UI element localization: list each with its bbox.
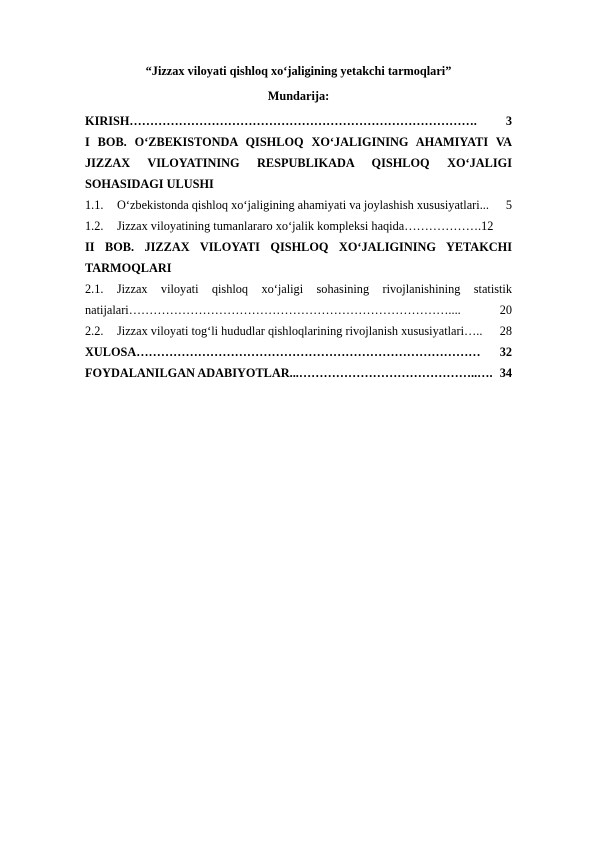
toc-chapter-1-line-2[interactable]: JIZZAX VILOYATINING RESPUBLIKADA QISHLOQ XO‘JALIGI	[85, 156, 512, 170]
toc-chapter-1-line-1[interactable]: I BOB. O‘ZBEKISTONDA QISHLOQ XO‘JALIGINING AHAMIYATI VA	[85, 135, 512, 149]
toc-entry-label: natijalari	[85, 303, 129, 317]
toc-page-number: 34	[499, 366, 512, 380]
toc-entry-adabiyotlar[interactable]	[85, 363, 512, 384]
toc-entry-label: FOYDALANILGAN ADABIYOTLAR...	[85, 366, 299, 380]
toc-page-number: 3	[505, 114, 512, 128]
toc-leader-dots: ………………………………………………………………………….	[129, 114, 477, 128]
toc-leader-dots: ……………………………………………………………………....	[128, 303, 461, 317]
contents-heading: Mundarija:	[267, 89, 330, 103]
toc-page-number: 32	[499, 345, 512, 359]
toc-page-number: 20	[499, 303, 512, 317]
toc-chapter-2-line-2[interactable]: TARMOQLARI	[85, 261, 172, 275]
toc-chapter-1-line-3[interactable]: SOHASIDAGI ULUSHI	[85, 177, 214, 191]
toc-entry-xulosa[interactable]	[85, 342, 512, 363]
toc-entry-1-2[interactable]	[85, 216, 512, 237]
toc-section-number: 2.2.	[85, 324, 104, 338]
toc-entry-label: Jizzax viloyati tog‘li hududlar qishloqlarining rivojlanish xususiyatlari…..	[117, 324, 483, 338]
toc-page-number: 12	[481, 219, 494, 233]
toc-entry-2-2[interactable]	[85, 321, 512, 342]
toc-leader-dots: ……………….	[404, 219, 482, 233]
toc-section-number: 1.2.	[85, 219, 104, 233]
document-title: “Jizzax viloyati qishloq xo‘jaligining yetakchi tarmoqlari”	[145, 64, 452, 78]
toc-entry-kirish[interactable]	[85, 111, 512, 132]
toc-entry-label: Jizzax viloyatining tumanlararo xo‘jalik kompleksi haqida	[117, 219, 405, 233]
toc-leader-dots: ……………………………………..….	[298, 366, 493, 380]
toc-entry-label: O‘zbekistonda qishloq xo‘jaligining ahamiyati va joylashish xususiyatlari...	[117, 198, 489, 212]
toc-section-number: 1.1.	[85, 198, 104, 212]
toc-entry-label: KIRISH	[85, 114, 130, 128]
document-page	[85, 64, 512, 384]
toc-entry-2-1-line-2[interactable]	[85, 300, 512, 321]
toc-page-number: 5	[505, 198, 512, 212]
toc-entry-label: XULOSA	[85, 345, 137, 359]
toc-page-number: 28	[499, 324, 512, 338]
toc-leader-dots: …………………………………………………………………………	[136, 345, 481, 359]
table-of-contents	[85, 111, 512, 384]
toc-chapter-2-line-1[interactable]: II BOB. JIZZAX VILOYATI QISHLOQ XO‘JALIGINING YETAKCHI	[85, 240, 512, 254]
toc-entry-2-1-line-1[interactable]: 2.1. Jizzax viloyati qishloq xo‘jaligi sohasining rivojlanishining statistik	[85, 282, 512, 296]
toc-entry-1-1[interactable]	[85, 195, 512, 216]
